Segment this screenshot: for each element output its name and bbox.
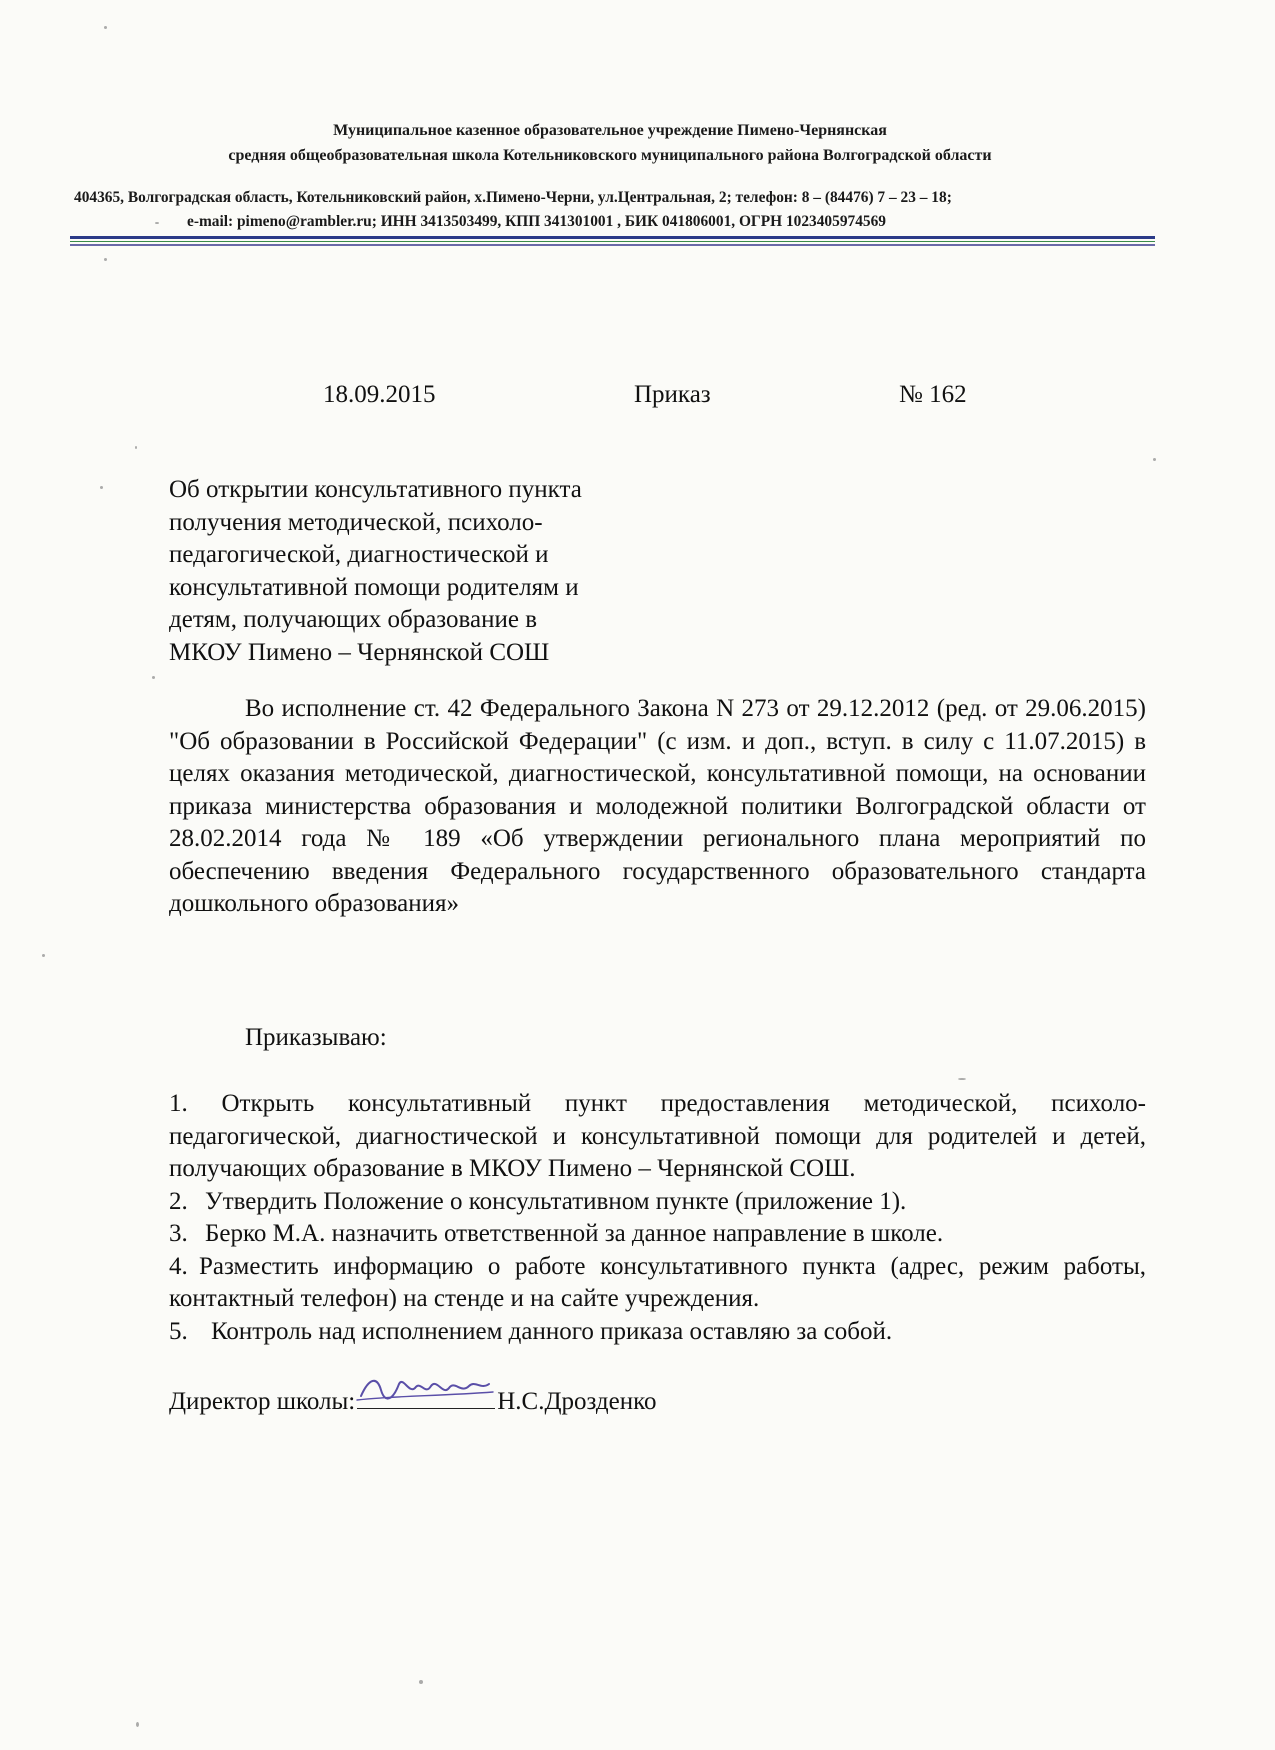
signatory-name: Н.С.Дрозденко: [497, 1388, 657, 1415]
scan-speck: [135, 446, 137, 449]
preamble: [169, 693, 1146, 921]
order-item: [169, 1218, 1146, 1251]
scan-speck: [104, 26, 107, 29]
scan-speck: [1153, 458, 1156, 461]
item-number: 3.: [169, 1220, 188, 1247]
header-rule-thin: [70, 244, 1155, 246]
order-directive: Приказываю:: [245, 1024, 387, 1051]
order-items: [169, 1088, 1146, 1348]
item-number: 2.: [169, 1187, 188, 1215]
header-rule: [70, 236, 1155, 239]
scan-speck: [42, 954, 45, 957]
subject-line: Об открытии консультативного пункта: [169, 476, 582, 503]
subject-line: консультативной помощи родителям и: [169, 573, 579, 601]
signatory-position: Директор школы:: [169, 1388, 356, 1415]
scan-speck: [958, 1078, 966, 1080]
order-title: Приказ: [634, 381, 711, 408]
scan-speck: [136, 1722, 139, 1727]
scan-speck: [152, 676, 155, 679]
item-text: Открыть консультативный пункт предоставления методической, психоло-педагогической, диагностической и консультативной помощи для родителей и детей, получающих образование в МКОУ Пимено – Чернянской СОШ.: [169, 1090, 1147, 1182]
handwritten-signature: [351, 1366, 501, 1408]
subject-line: детям, получающих образование в: [169, 606, 538, 633]
order-item: [169, 1316, 1146, 1349]
scan-speck: [104, 258, 107, 261]
scan-speck: [419, 1680, 423, 1684]
order-subject: [169, 474, 689, 669]
item-number: 5.: [169, 1317, 188, 1345]
item-number: 1.: [169, 1090, 188, 1117]
header-rule-green: [70, 241, 1155, 242]
signature-block: [169, 1388, 657, 1416]
order-number: № 162: [899, 381, 967, 408]
item-number: 4.: [169, 1252, 188, 1280]
subject-line: педагогической, диагностической и: [169, 541, 549, 568]
order-item: [169, 1088, 1146, 1186]
preamble-text: Во исполнение ст. 42 Федерального Закона N 273 от 29.12.2012 (ред. от 29.06.2015) "Об образовании в Российской Федерации" (с изм. и доп., вступ. в силу с 11.07.2015) в целях оказания методической, диагностической, консультативной помощи, на основании приказа министерства образования и молодежной политики Волгоградской области от 28.02.2014 года № 189 «Об утверждении регионального плана мероприятий по обеспечению введения Федерального государственного образовательного стандарта дошкольного образования»: [169, 695, 1146, 917]
signature-line: [357, 1388, 495, 1409]
order-date: 18.09.2015: [323, 381, 436, 408]
subject-line: МКОУ Пимено – Чернянской СОШ: [169, 638, 550, 666]
org-address: 404365, Волгоградская область, Котельниковский район, х.Пимено-Черни, ул.Центральная, 2; телефон: 8 – (84476) 7 – 23 – 18;: [74, 189, 952, 206]
item-text: Разместить информацию о работе консультативного пункта (адрес, режим работы, контактный телефон) на стенде и на сайте учреждения.: [169, 1252, 1146, 1312]
scan-speck: [100, 486, 103, 489]
item-text: Берко М.А. назначить ответственной за данное направление в школе.: [205, 1220, 944, 1247]
org-contacts: e-mail: pimeno@rambler.ru; ИНН 3413503499, КПП 341301001 , БИК 041806001, ОГРН 1023405974569: [187, 213, 886, 230]
scan-speck: [155, 222, 159, 224]
subject-line: получения методической, психоло-: [169, 508, 543, 536]
org-name-line-1: Муниципальное казенное образовательное учреждение Пимено-Чернянская: [333, 122, 887, 139]
order-item: [169, 1186, 1146, 1219]
order-item: [169, 1251, 1146, 1316]
item-text: Контроль над исполнением данного приказа оставляю за собой.: [211, 1317, 893, 1345]
org-name-line-2: средняя общеобразовательная школа Котельниковского муниципального района Волгоградской области: [228, 147, 992, 164]
item-text: Утвердить Положение о консультативном пункте (приложение 1).: [205, 1187, 907, 1215]
